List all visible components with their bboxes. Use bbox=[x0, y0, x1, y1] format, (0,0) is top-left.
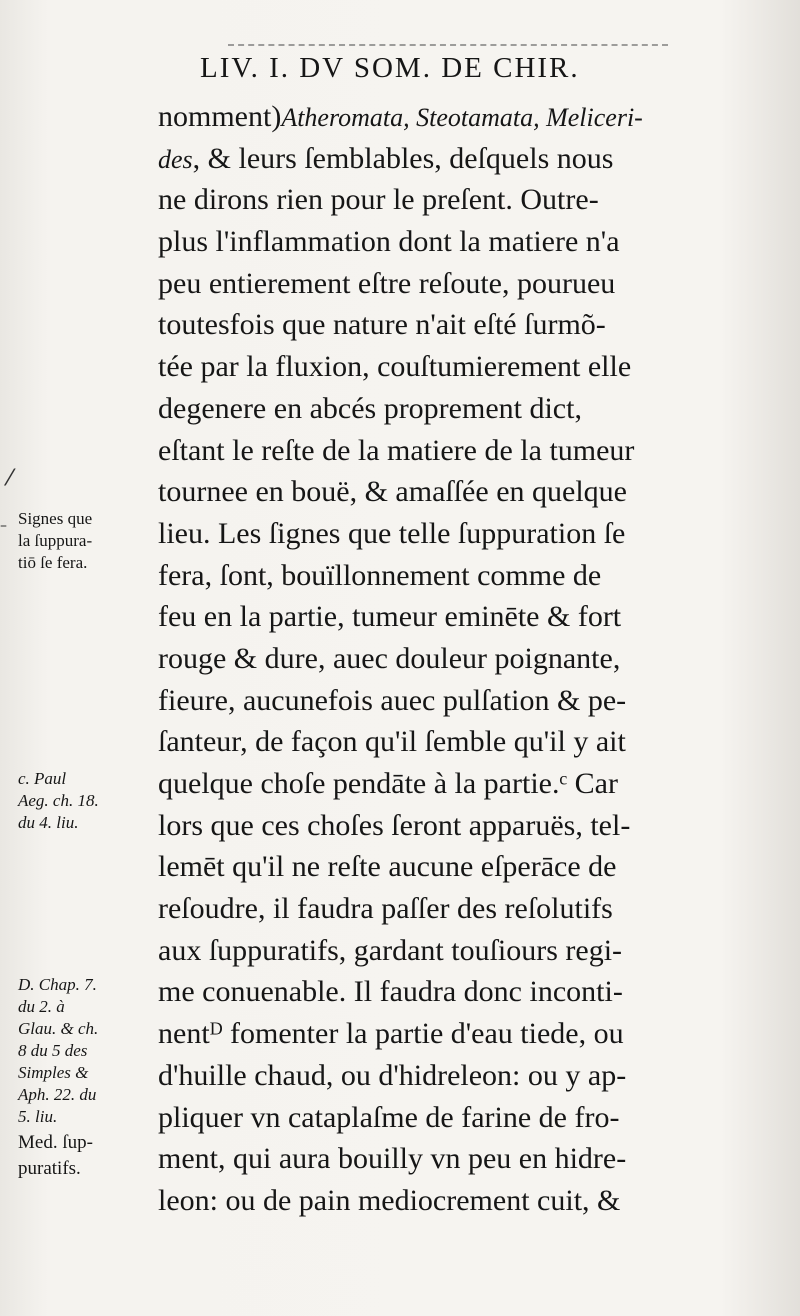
text-segment: Atheromata, Steotamata, Meliceri- bbox=[281, 103, 643, 132]
text-line bbox=[158, 138, 748, 180]
text-line bbox=[158, 846, 748, 888]
text-line bbox=[158, 221, 748, 263]
text-segment: pliquer vn cataplaſme de farine de fro- bbox=[158, 1100, 620, 1134]
margin-note-chap bbox=[18, 974, 154, 1128]
text-line bbox=[158, 596, 748, 638]
margin-note-signes bbox=[18, 508, 154, 574]
text-line bbox=[158, 888, 748, 930]
margin-dash-mark: – bbox=[0, 518, 7, 534]
text-segment: fera, ſont, bouïllonnement comme de bbox=[158, 558, 602, 592]
text-line bbox=[158, 263, 748, 305]
text-segment: aux ſuppuratifs, gardant touſiours regi- bbox=[158, 933, 623, 967]
text-segment: toutesfois que nature n'ait eſté ſurmõ- bbox=[158, 308, 606, 342]
text-segment: des bbox=[158, 144, 193, 174]
text-line bbox=[158, 763, 748, 805]
main-text bbox=[158, 96, 748, 1222]
margin-line: Med. ſup- bbox=[18, 1132, 93, 1153]
text-segment: me conuenable. Il faudra donc inconti- bbox=[158, 975, 623, 1009]
margin-line: Simples & bbox=[18, 1063, 89, 1082]
text-line bbox=[158, 805, 748, 847]
text-segment: tée par la fluxion, couſtumierement elle bbox=[158, 350, 632, 384]
margin-line: la ſuppura- bbox=[18, 531, 93, 550]
text-segment: ne dirons rien pour le preſent. Outre- bbox=[158, 183, 599, 217]
text-segment: feu en la partie, tumeur eminēte & fort bbox=[158, 600, 622, 634]
margin-note-med bbox=[18, 1130, 154, 1182]
text-segment: tournee en bouë, & amaſſée en quelque bbox=[158, 475, 627, 509]
text-segment: reſoudre, il faudra paſſer des reſolutifs bbox=[158, 892, 613, 926]
margin-line: c. Paul bbox=[18, 769, 67, 788]
margin-line: Signes que bbox=[18, 509, 93, 528]
text-segment: quelque choſe pendāte à la partie.ᶜ Car bbox=[158, 767, 618, 800]
text-line bbox=[158, 930, 748, 972]
text-segment: peu entierement eſtre reſoute, pourueu bbox=[158, 266, 616, 300]
text-line bbox=[158, 471, 748, 513]
header-rule bbox=[228, 44, 668, 48]
text-line bbox=[158, 638, 748, 680]
margin-line: Glau. & ch. bbox=[18, 1019, 99, 1038]
margin-line: tiō ſe fera. bbox=[18, 553, 88, 572]
margin-note-paul bbox=[18, 768, 154, 834]
text-segment: nentᴰ fomenter la partie d'eau tiede, ou bbox=[158, 1017, 624, 1051]
text-line bbox=[158, 513, 748, 555]
text-line bbox=[158, 971, 748, 1013]
text-segment: degenere en abcés proprement dict, bbox=[158, 391, 582, 425]
text-segment: ſanteur, de façon qu'il ſemble qu'il y ait bbox=[158, 725, 626, 759]
margin-line: Aeg. ch. 18. bbox=[18, 791, 99, 810]
text-line bbox=[158, 680, 748, 722]
text-line bbox=[158, 304, 748, 346]
text-segment: d'huille chaud, ou d'hidreleon: ou y ap- bbox=[158, 1058, 627, 1092]
text-line bbox=[158, 179, 748, 221]
margin-tick-mark: ⁄ bbox=[8, 466, 12, 491]
text-line bbox=[158, 1055, 748, 1097]
text-segment: rouge & dure, auec douleur poignante, bbox=[158, 641, 621, 675]
text-line bbox=[158, 388, 748, 430]
text-line bbox=[158, 346, 748, 388]
text-segment: fieure, aucunefois auec pulſation & pe- bbox=[158, 683, 627, 717]
text-line bbox=[158, 96, 748, 138]
margin-line: Aph. 22. du bbox=[18, 1085, 97, 1104]
text-segment: , & leurs ſemblables, deſquels nous bbox=[192, 141, 614, 175]
margin-line: D. Chap. 7. bbox=[18, 975, 97, 994]
text-segment: lieu. Les ſignes que telle ſuppuration ſe bbox=[158, 516, 626, 550]
text-line bbox=[158, 1097, 748, 1139]
text-segment: lors que ces choſes ſeront apparuës, tel- bbox=[158, 808, 631, 842]
text-line bbox=[158, 721, 748, 763]
text-line bbox=[158, 430, 748, 472]
margin-line: du 2. à bbox=[18, 997, 65, 1016]
text-line bbox=[158, 1180, 748, 1222]
text-segment: nomment) bbox=[158, 100, 282, 133]
text-segment: ment, qui aura bouilly vn peu en hidre- bbox=[158, 1142, 627, 1176]
text-segment: eſtant le reſte de la matiere de la tumeur bbox=[158, 433, 635, 467]
running-header: LIV. I. DV SOM. DE CHIR. bbox=[200, 52, 580, 84]
margin-line: 5. liu. bbox=[18, 1107, 58, 1126]
text-line bbox=[158, 1138, 748, 1180]
text-line bbox=[158, 555, 748, 597]
text-segment: plus l'inflammation dont la matiere n'a bbox=[158, 225, 620, 259]
text-segment: leon: ou de pain mediocrement cuit, & bbox=[158, 1183, 621, 1217]
margin-line: du 4. liu. bbox=[18, 813, 79, 832]
margin-line: 8 du 5 des bbox=[18, 1041, 88, 1060]
margin-line: puratifs. bbox=[18, 1158, 81, 1179]
text-segment: lemēt qu'il ne reſte aucune eſperāce de bbox=[158, 850, 617, 884]
text-line bbox=[158, 1013, 748, 1055]
